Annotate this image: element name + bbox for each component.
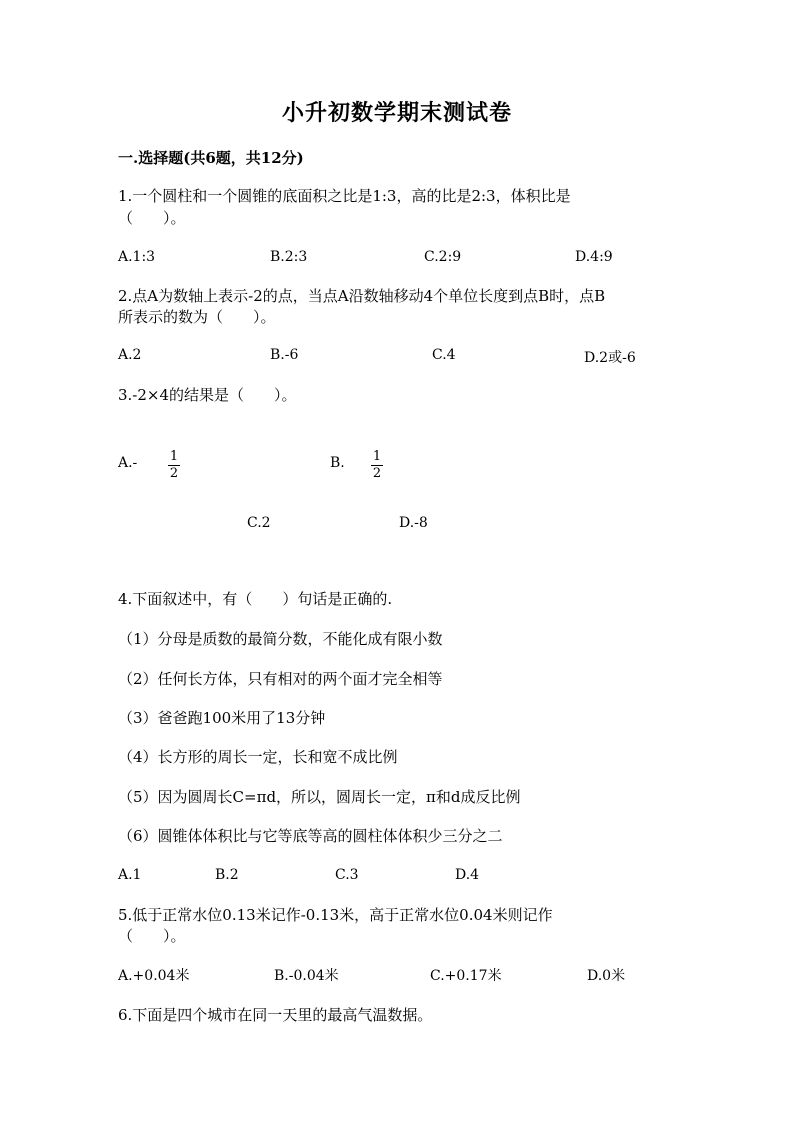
option-b: B. [330, 455, 345, 471]
option-d: D.0米 [587, 968, 626, 984]
statement-4: （4）长方形的周长一定，长和宽不成比例 [118, 748, 398, 766]
option-b: B.-0.04米 [274, 968, 339, 984]
page-title: 小升初数学期末测试卷 [281, 100, 512, 126]
question-4-text: 4.下面叙述中，有（ ）句话是正确的. [118, 590, 393, 608]
option-a: A.1 [118, 867, 142, 883]
question-2-text: 2.点A为数轴上表示-2的点，当点A沿数轴移动4个单位长度到点B时，点B [118, 287, 606, 305]
option-b: B.2 [215, 867, 239, 883]
option-a: A.1:3 [118, 249, 156, 265]
statement-3: （3）爸爸跑100米用了13分钟 [118, 709, 326, 727]
option-c: C.3 [335, 867, 359, 883]
option-d: D.4:9 [575, 249, 613, 265]
option-a: A.2 [118, 347, 142, 363]
fraction-numerator: 1 [169, 449, 179, 464]
statement-6: （6）圆锥体体积比与它等底等高的圆柱体体积少三分之二 [118, 827, 503, 845]
fraction-numerator: 1 [372, 449, 382, 464]
option-c: C.2:9 [424, 249, 462, 265]
option-b-fraction [371, 450, 383, 481]
question-1-text: 1.一个圆柱和一个圆锥的底面积之比是1:3，高的比是2:3，体积比是 [118, 187, 571, 205]
statement-5: （5）因为圆周长C=πd，所以，圆周长一定，π和d成反比例 [118, 788, 521, 806]
option-c: C.+0.17米 [430, 968, 502, 984]
option-b: B.2:3 [270, 249, 308, 265]
option-d: D.-8 [399, 515, 428, 531]
section-heading: 一.选择题(共6题，共12分) [118, 149, 304, 167]
question-2-blank: 所表示的数为（ ）。 [118, 308, 276, 326]
fraction-denominator: 2 [372, 466, 382, 481]
option-d: D.2或-6 [584, 350, 636, 366]
option-b: B.-6 [270, 347, 299, 363]
question-5-blank: （ ）。 [118, 927, 186, 945]
option-a: A.- [118, 455, 138, 471]
question-5-text: 5.低于正常水位0.13米记作-0.13米，高于正常水位0.04米则记作 [118, 906, 553, 924]
option-c: C.2 [247, 515, 271, 531]
question-6-text: 6.下面是四个城市在同一天里的最高气温数据。 [118, 1006, 433, 1024]
statement-1: （1）分母是质数的最简分数，不能化成有限小数 [118, 630, 443, 648]
question-1-blank: （ ）。 [118, 209, 186, 227]
question-3-text: 3.-2×4的结果是（ ）。 [118, 386, 297, 404]
option-d: D.4 [455, 867, 480, 883]
option-c: C.4 [432, 347, 456, 363]
option-a-fraction [168, 450, 180, 481]
statement-2: （2）任何长方体，只有相对的两个面才完全相等 [118, 670, 443, 688]
fraction-denominator: 2 [169, 466, 179, 481]
option-a: A.+0.04米 [118, 968, 190, 984]
